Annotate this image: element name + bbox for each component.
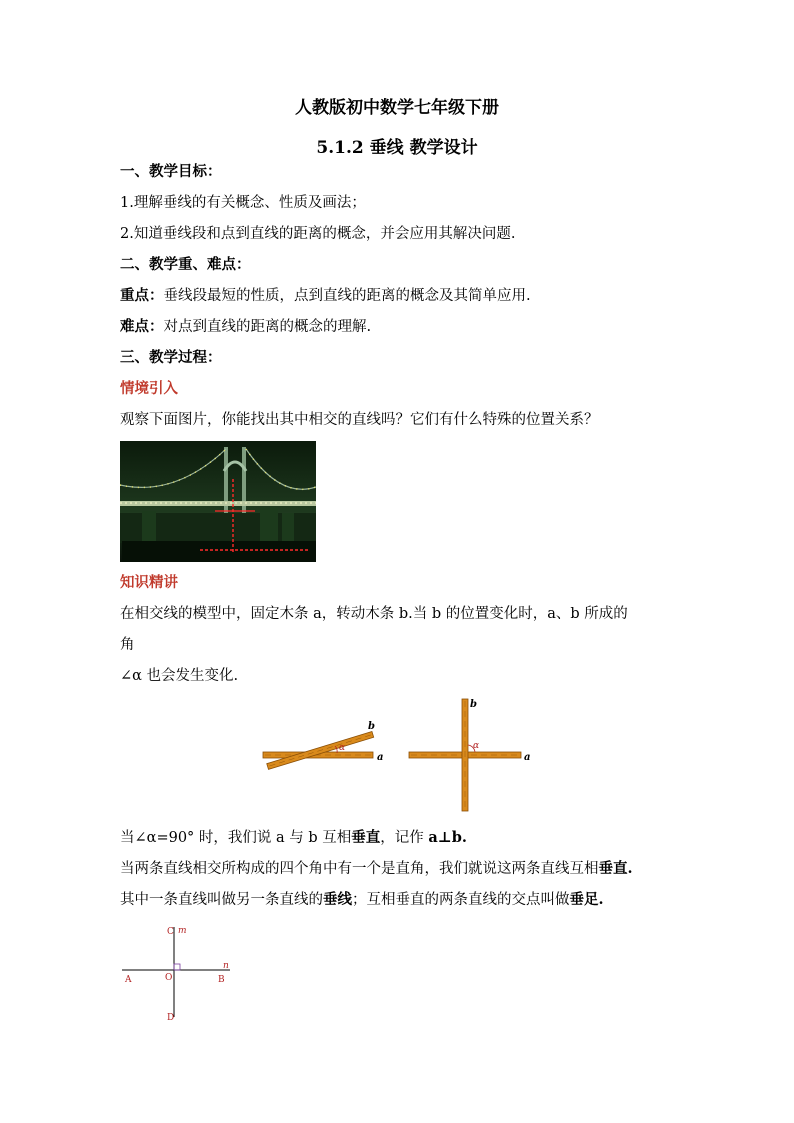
p4-term-perpendicular-line: 垂线 [323, 891, 352, 908]
p3-text: 当两条直线相交所构成的四个角中有一个是直角，我们就说这两条直线互相 [120, 861, 599, 877]
intro-heading: 情境引入 [120, 380, 178, 397]
stick-b-label: b [368, 721, 375, 732]
p4-text-start: 其中一条直线叫做另一条直线的 [120, 892, 323, 908]
difficult-label: 难点： [120, 318, 164, 335]
section-goals-heading: 一、教学目标： [120, 163, 222, 180]
wooden-sticks-figure [255, 693, 545, 815]
document-title: 人教版初中数学七年级下册 [295, 98, 499, 118]
p2-text-start: 当∠α=90° 时，我们说 a 与 b 互相 [120, 830, 352, 846]
difficult-point [120, 317, 371, 337]
p3-term: 垂直. [598, 860, 633, 877]
point-d-label: D [167, 1013, 175, 1023]
perpendicular-lines-diagram [118, 923, 238, 1023]
angle-alpha-label: α [339, 743, 346, 753]
goal-item-2: 2.知道垂线段和点到直线的距离的概念，并会应用其解决问题. [120, 226, 516, 242]
p4-term-foot: 垂足. [569, 891, 604, 908]
document-subtitle: 5.1.2 垂线 教学设计 [316, 138, 478, 158]
p2-notation: a⊥b. [428, 829, 467, 846]
point-c-label: C [167, 927, 174, 937]
line-m-label: m [178, 926, 187, 936]
key-label: 重点： [120, 287, 164, 304]
key-text: 垂线段最短的性质，点到直线的距离的概念及其简单应用. [163, 288, 531, 304]
point-a-label: A [125, 975, 132, 985]
right-angle-mark [174, 964, 180, 970]
paragraph-3 [120, 859, 633, 879]
paragraph-2 [120, 828, 467, 848]
paragraph-1-line-2: 角 [120, 637, 135, 653]
perpendicular-sticks [409, 699, 530, 811]
oblique-sticks [263, 721, 383, 769]
p2-term-perpendicular: 垂直 [351, 829, 381, 846]
stick-b-label-2: b [470, 699, 477, 710]
section-keypoints-heading: 二、教学重、难点： [120, 256, 251, 273]
p2-text-mid: ，记作 [380, 830, 429, 846]
paragraph-4 [120, 890, 604, 910]
section-process-heading: 三、教学过程： [120, 349, 222, 366]
point-b-label: B [218, 975, 225, 985]
angle-alpha-label-2: α [473, 741, 480, 751]
paragraph-1-line-1: 在相交线的模型中，固定木条 a，转动木条 b.当 b 的位置变化时，a、b 所成的 [120, 606, 628, 622]
intro-text: 观察下面图片，你能找出其中相交的直线吗？它们有什么特殊的位置关系？ [120, 412, 599, 428]
bridge-night-photo [120, 441, 316, 562]
key-point [120, 286, 531, 306]
difficult-text: 对点到直线的距离的概念的理解. [163, 319, 372, 335]
stick-a-label-2: a [524, 752, 531, 763]
stick-a-label: a [377, 752, 384, 763]
knowledge-heading: 知识精讲 [120, 574, 178, 591]
goal-item-1: 1.理解垂线的有关概念、性质及画法； [120, 195, 366, 211]
paragraph-1-line-3: ∠α 也会发生变化. [120, 668, 239, 684]
p4-text-mid: ；互相垂直的两条直线的交点叫做 [352, 892, 570, 908]
line-n-label: n [223, 961, 229, 971]
point-o-label: O [165, 973, 173, 983]
